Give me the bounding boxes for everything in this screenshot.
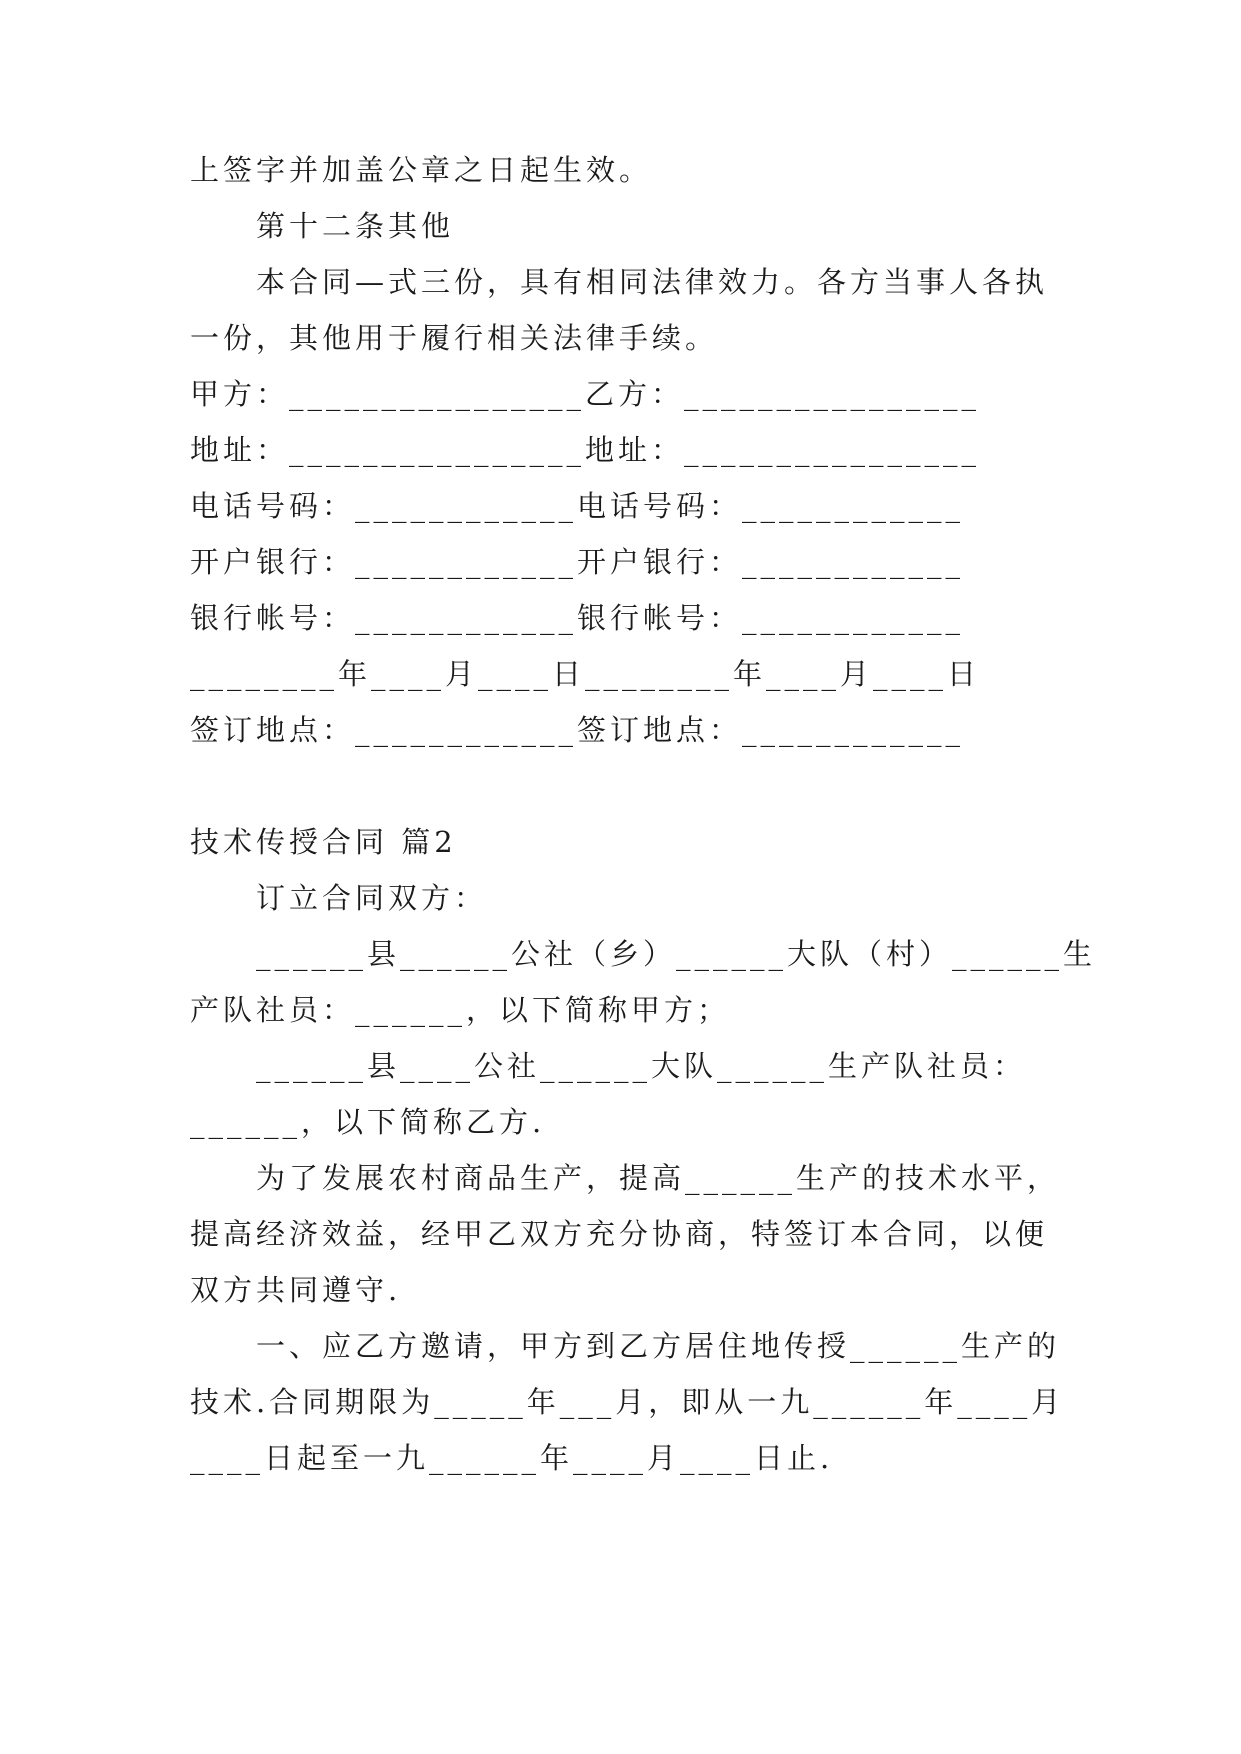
text-line: 双方共同遵守. (190, 1273, 402, 1307)
signature-field-row: 签订地点：____________签订地点：____________ (190, 713, 965, 747)
date-field-row: ________年____月____日________年____月____日 (190, 657, 981, 691)
signature-field-row: 银行帐号：____________银行帐号：____________ (190, 601, 965, 635)
signature-field-row: 电话号码：____________电话号码：____________ (190, 489, 965, 523)
section-title: 技术传授合同 篇2 (190, 825, 457, 859)
text-line: ______县______公社（乡）______大队（村）______生 (256, 937, 1097, 971)
text-line: ______县____公社______大队______生产队社员： (256, 1049, 1027, 1083)
text-line: 本合同—式三份，具有相同法律效力。各方当事人各执 (256, 265, 1049, 299)
text-line: 产队社员：______，以下简称甲方； (190, 993, 731, 1027)
signature-field-row: 甲方：________________乙方：________________ (190, 377, 981, 411)
signature-field-row: 开户银行：____________开户银行：____________ (190, 545, 965, 579)
signature-field-row: 地址：________________地址：________________ (190, 433, 981, 467)
text-line: ______，以下简称乙方. (190, 1105, 546, 1139)
text-line: 订立合同双方： (256, 881, 488, 915)
article-heading: 第十二条其他 (256, 209, 455, 243)
text-line: 一、应乙方邀请，甲方到乙方居住地传授______生产的 (256, 1329, 1061, 1363)
text-line: 技术.合同期限为_____年___月，即从一九______年____月 (190, 1385, 1065, 1419)
text-line: 提高经济效益，经甲乙双方充分协商，特签订本合同，以便 (190, 1217, 1049, 1251)
text-line: ____日起至一九______年____月____日止. (190, 1441, 834, 1475)
text-line: 上签字并加盖公章之日起生效。 (190, 153, 653, 187)
text-line: 为了发展农村商品生产，提高______生产的技术水平， (256, 1161, 1061, 1195)
text-line: 一份，其他用于履行相关法律手续。 (190, 321, 719, 355)
